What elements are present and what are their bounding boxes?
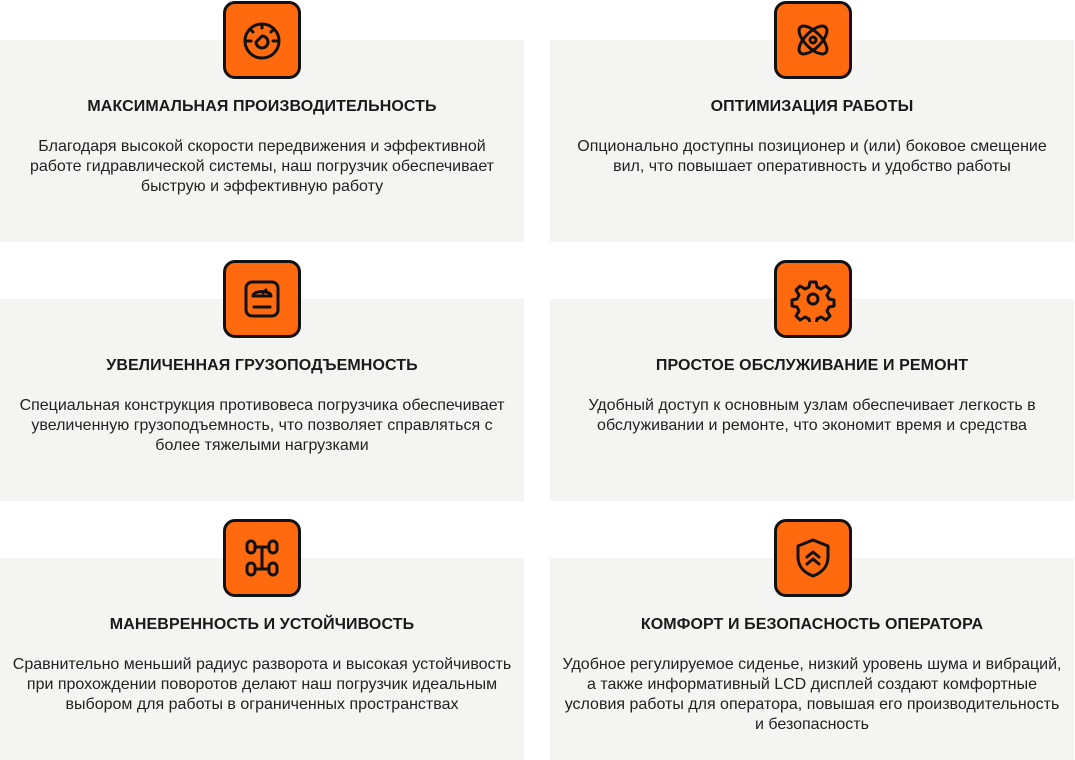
scale-icon: [223, 260, 301, 338]
feature-description: Удобный доступ к основным узлам обеспечивает легкость в обслуживании и ремонте, что экономит время и средства: [588, 397, 1036, 434]
feature-description: Специальная конструкция противовеса погрузчика обеспечивает увеличенную грузоподъемность, что позволяет справляться с более тяжелыми нагрузками: [19, 397, 505, 454]
feature-description: Благодаря высокой скорости передвижения и эффективной работе гидравлической системы, наш погрузчик обеспечивает быструю и эффективную работу: [29, 138, 495, 195]
wheel-axle-icon: [223, 519, 301, 597]
feature-title: МАКСИМАЛЬНАЯ ПРОИЗВОДИТЕЛЬНОСТЬ: [87, 98, 437, 115]
feature-title: ОПТИМИЗАЦИЯ РАБОТЫ: [710, 98, 914, 115]
feature-description: Удобное регулируемое сиденье, низкий уровень шума и вибраций, а также информативный LCD дисплей создают комфортные условия работы для оператора, повышая его производительность и безопасность: [562, 656, 1062, 733]
feature-title: УВЕЛИЧЕННАЯ ГРУЗОПОДЪЕМНОСТЬ: [106, 357, 418, 374]
gear-icon: [774, 260, 852, 338]
atom-icon: [774, 1, 852, 79]
feature-description: Сравнительно меньший радиус разворота и высокая устойчивость при прохождении поворотов делают наш погрузчик идеальным выбором для работы в ограниченных пространствах: [12, 656, 512, 713]
shield-icon: [774, 519, 852, 597]
speedometer-icon: [223, 1, 301, 79]
feature-title: ПРОСТОЕ ОБСЛУЖИВАНИЕ И РЕМОНТ: [655, 357, 969, 374]
feature-title: МАНЕВРЕННОСТЬ И УСТОЙЧИВОСТЬ: [109, 616, 415, 633]
feature-description: Опционально доступны позиционер и (или) боковое смещение вил, что повышает оперативность и удобство работы: [577, 138, 1047, 175]
feature-title: КОМФОРТ И БЕЗОПАСНОСТЬ ОПЕРАТОРА: [640, 616, 984, 633]
